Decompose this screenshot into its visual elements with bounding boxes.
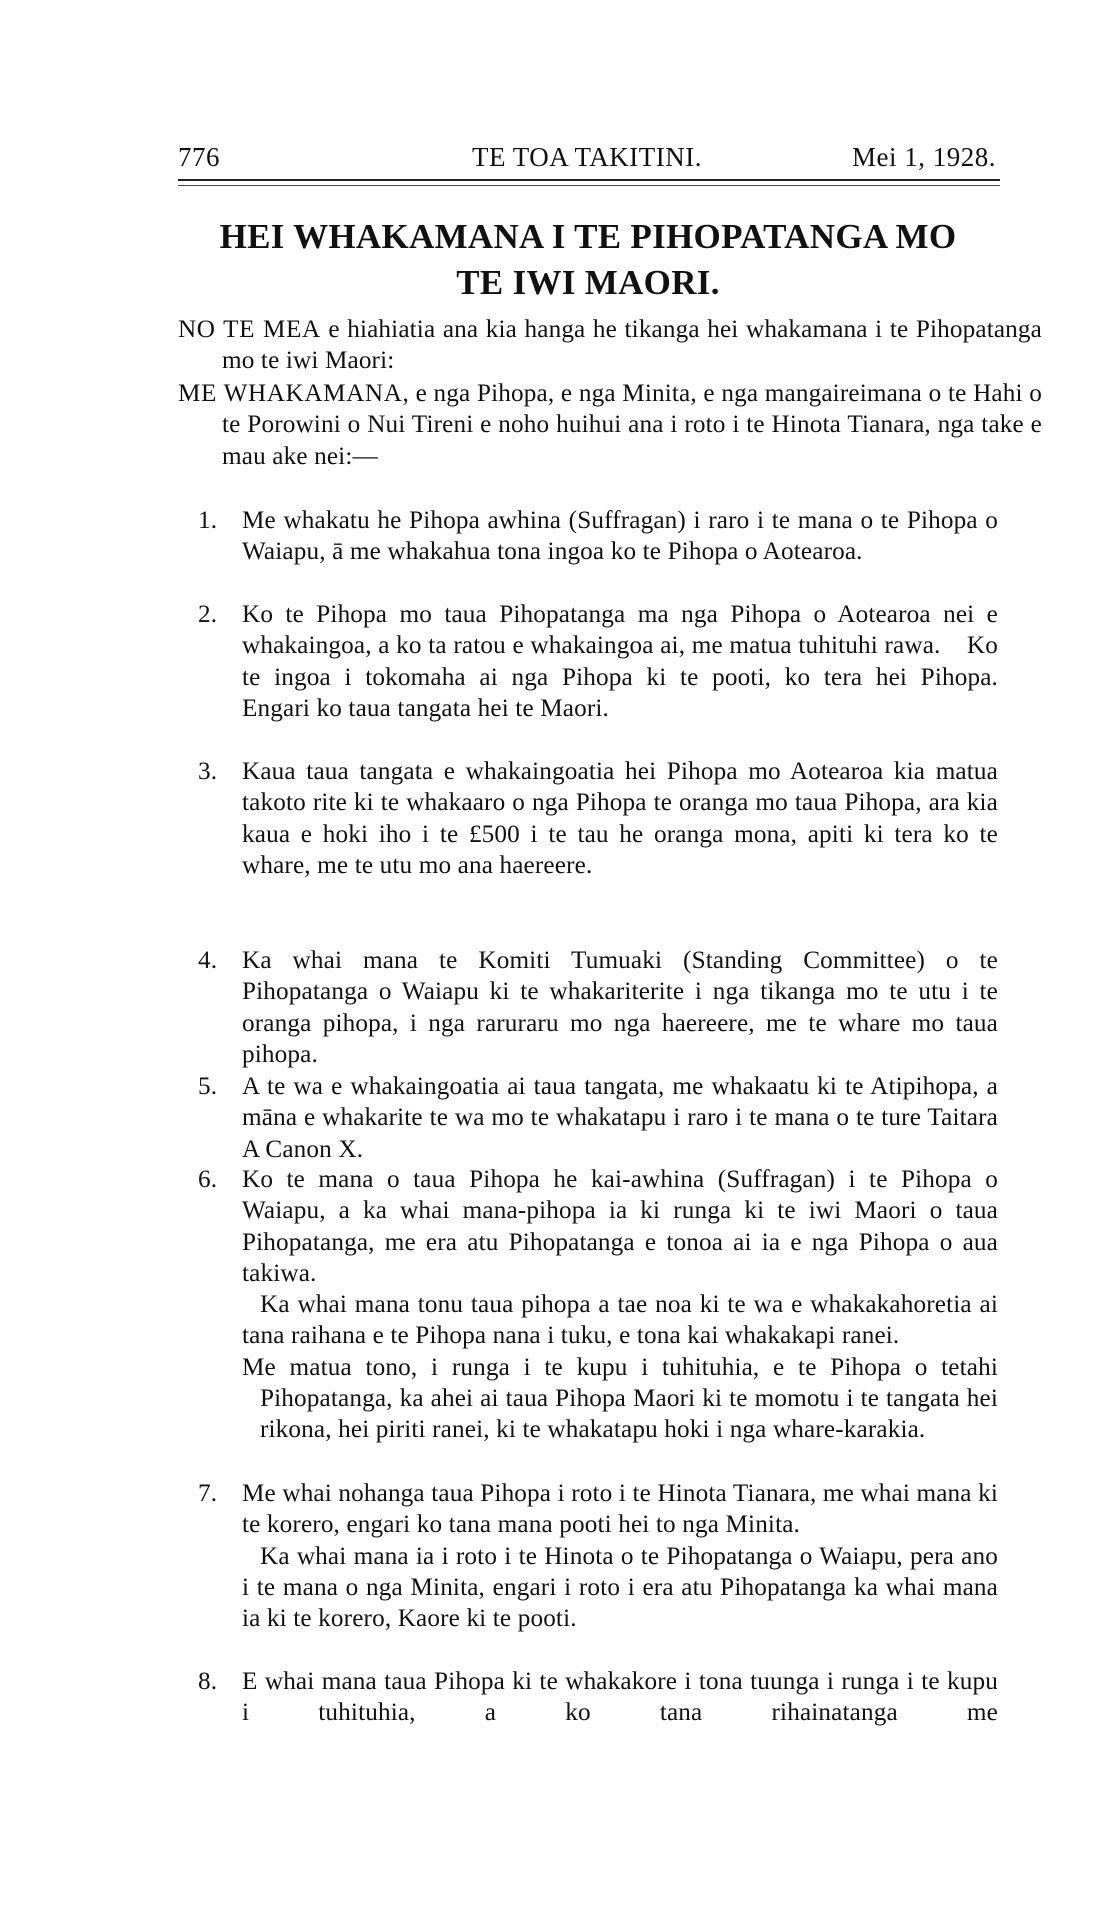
clause-text: Ko te mana o taua Pihopa he kai-awhina (Suffragan) i te Pihopa o Waiapu, a ka whai mana-pihopa ia ki runga ki te iwi Maori o taua Pihopatanga, me era atu Pihopatanga e tonoa ai ia e nga Pihopa o aua takiwa.: [242, 1166, 998, 1287]
clause-subparagraph: Me matua tono, i runga i te kupu i tuhituhia, e te Pihopa o tetahi Pihopatanga, ka ahei ai taua Pihopa Maori ki te momotu i te tangata hei rikona, hei piriti ranei, ki te whakatapu hoki i nga whare-karakia.: [242, 1353, 998, 1444]
clause-text: Me whai nohanga taua Pihopa i roto i te Hinota Tianara, me whai mana ki te korero, engari ko tana mana pooti hei to nga Minita.: [242, 1480, 998, 1539]
clause-1: [198, 505, 998, 568]
clause-8: [198, 1666, 998, 1729]
clause-5: [198, 1071, 998, 1165]
preamble-text-2: , e nga Pihopa, e nga Minita, e nga mangaireimana o te Hahi o te Porowini o Nui Tireni e noho huihui ana i roto i te Hinota Tianara, nga take e mau ake nei:—: [222, 380, 1042, 470]
clause-4: [198, 945, 998, 1070]
header-rule-thin: [178, 185, 1000, 186]
clause-text: A te wa e whakaingoatia ai taua tangata, me whakaatu ki te Atipihopa, a māna e whakarite te wa mo te whakatapu i raro i te mana o te ture Taitara A Canon X.: [242, 1073, 998, 1163]
preamble-lead-2: ME WHAKAMANA: [178, 380, 403, 407]
clause-number: 1.: [198, 507, 218, 534]
issue-date: Mei 1, 1928.: [852, 142, 996, 172]
clause-6: [198, 1164, 998, 1446]
page-number: 776: [178, 142, 220, 172]
article-title: [178, 214, 998, 306]
clause-text: Kaua taua tangata e whakaingoatia hei Pihopa mo Aotearoa kia matua takoto rite ki te whakaaro o nga Pihopa te oranga mo taua Pihopa, ara kia kaua e hoki iho i te £500 i te tau he oranga mona, apiti ki tera ko te whare, me te utu mo ana haereere.: [242, 758, 998, 879]
clause-subparagraph: Ka whai mana tonu taua pihopa a tae noa ki te wa e whakakahoretia ai tana raihana e te Pihopa nana i tuku, e tona kai whakakapi ranei.: [242, 1291, 998, 1350]
clause-number: 4.: [198, 947, 218, 974]
clause-2: [198, 599, 1024, 724]
publication-title: TE TOA TAKITINI.: [471, 142, 703, 172]
header-rule: [178, 179, 1000, 181]
preamble-paragraph-1: [178, 314, 1042, 377]
clause-number: 2.: [198, 601, 218, 628]
clause-number: 6.: [198, 1166, 218, 1193]
clause-text: Ko te Pihopa mo taua Pihopatanga ma nga Pihopa o Aotearoa nei e whakaingoa, a ko ta ratou e whakaingoa ai, me matua tuhituhi rawa. Ko te ingoa i tokomaha ai nga Pihopa ki te pooti, ko tera hei Pihopa. Engari ko taua tangata hei te Maori.: [242, 601, 1024, 722]
clause-7: [198, 1478, 998, 1634]
clause-number: 7.: [198, 1480, 218, 1507]
running-header: [178, 142, 996, 176]
title-line-1: HEI WHAKAMANA I TE PIHOPATANGA MO: [219, 217, 957, 256]
clause-text: Me whakatu he Pihopa awhina (Suffragan) i raro i te mana o te Pihopa o Waiapu, ā me whakahua tona ingoa ko te Pihopa o Aotearoa.: [242, 507, 998, 566]
clause-3: [198, 756, 998, 881]
preamble-paragraph-2: [178, 378, 1042, 472]
clause-text: E whai mana taua Pihopa ki te whakakore i tona tuunga i runga i te kupu i tuhituhia, a ko tana rihainatanga me: [242, 1668, 998, 1727]
clause-subparagraph: Ka whai mana ia i roto i te Hinota o te Pihopatanga o Waiapu, pera ano i te mana o nga Minita, engari i roto i era atu Pihopatanga ka whai mana ia ki te korero, Kaore ki te pooti.: [242, 1542, 998, 1633]
preamble-lead-1: NO TE MEA: [178, 316, 321, 343]
title-line-2: TE IWI MAORI.: [456, 263, 720, 302]
clause-text: Ka whai mana te Komiti Tumuaki (Standing Committee) o te Pihopatanga o Waiapu ki te whakariterite i nga tikanga mo te utu i te oranga pihopa, i nga raruraru mo nga haereere, me te whare mo taua pihopa.: [242, 947, 998, 1068]
preamble-text-1: e hiahiatia ana kia hanga he tikanga hei whakamana i te Pihopatanga mo te iwi Maori:: [222, 316, 1042, 375]
clause-number: 5.: [198, 1073, 218, 1100]
clause-number: 3.: [198, 758, 218, 785]
clause-number: 8.: [198, 1668, 218, 1695]
